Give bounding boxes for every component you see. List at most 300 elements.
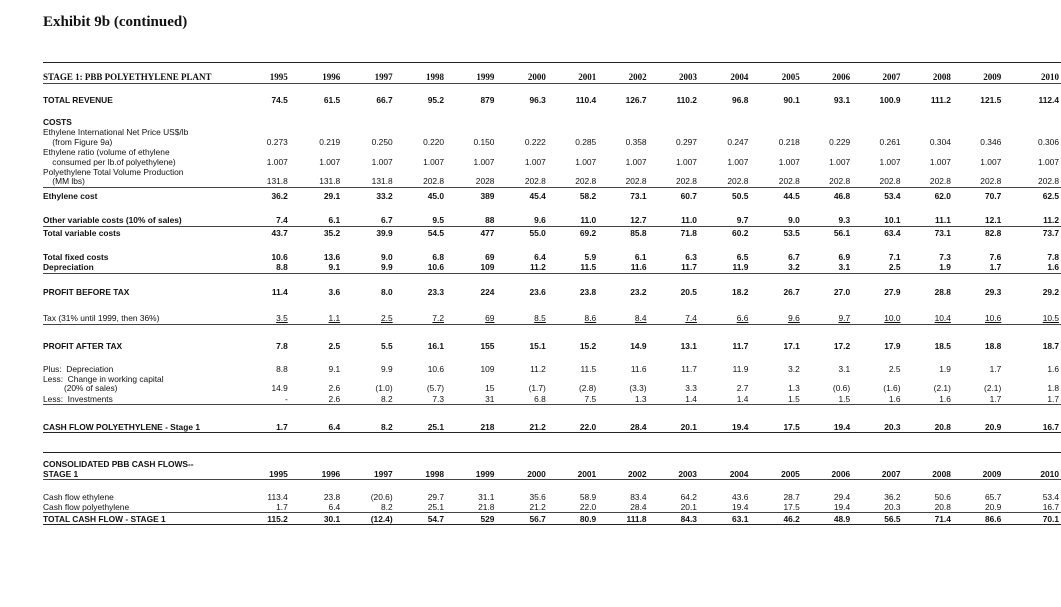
value-cell: [290, 63, 342, 84]
value-cell: [290, 106, 342, 128]
cell-value: 155: [480, 340, 495, 351]
cell-value: 202.8: [524, 176, 546, 187]
value-cell: [290, 128, 342, 148]
value-cell: [548, 325, 598, 352]
value-cell: [852, 148, 902, 168]
value-cell: [244, 84, 290, 106]
value-cell: [342, 405, 394, 433]
value-cell: [395, 63, 446, 84]
cell-value: 2008: [932, 468, 951, 479]
value-cell: [446, 84, 496, 106]
cell-value: 17.1: [783, 340, 800, 351]
cell-value: 11.9: [732, 262, 749, 273]
value-cell: [802, 298, 852, 325]
cell-value: 8.8: [276, 363, 288, 374]
cell-value: 11.6: [630, 363, 647, 374]
cell-value: 110.2: [676, 94, 697, 105]
cell-value: 2.7: [736, 383, 749, 394]
value-cell: [699, 298, 750, 325]
value-cell: [342, 274, 394, 298]
cell-value: 20.1: [680, 501, 697, 512]
value-cell: [903, 325, 953, 352]
value-cell: [446, 433, 496, 453]
cell-value: (12.4): [370, 513, 393, 524]
cell-value: 14.9: [271, 383, 288, 394]
value-cell: [290, 202, 342, 227]
cell-value: 1.007: [980, 156, 1002, 167]
cell-value: 126.7: [625, 94, 647, 105]
value-cell: [342, 227, 394, 239]
value-cell: [446, 325, 496, 352]
value-cell: [750, 106, 801, 128]
cell-value: 1.007: [1038, 156, 1059, 167]
value-cell: [699, 239, 750, 263]
value-cell: [953, 84, 1003, 106]
value-cell: [548, 453, 598, 480]
value-cell: [290, 298, 342, 325]
value-cell: [496, 394, 547, 405]
cell-value: 1.7: [276, 421, 288, 432]
value-cell: [496, 168, 547, 188]
cell-value: 60.2: [732, 227, 749, 238]
value-cell: [852, 227, 902, 239]
value-cell: [649, 188, 699, 202]
cell-value: 23.6: [529, 286, 546, 297]
value-cell: [290, 168, 342, 188]
value-cell: [342, 202, 394, 227]
value-cell: [852, 503, 902, 513]
value-cell: [852, 84, 902, 106]
cell-value: 17.5: [783, 501, 800, 512]
cell-value: 1999: [475, 468, 495, 479]
row-eth-price: [43, 128, 1061, 148]
value-cell: [1003, 128, 1061, 148]
cell-value: 8.2: [380, 501, 393, 512]
value-cell: [342, 239, 394, 263]
value-cell: [598, 188, 648, 202]
cell-value: (1.0): [375, 383, 393, 394]
cell-value: 0.247: [727, 136, 749, 147]
value-cell: [446, 202, 496, 227]
cell-value: 8.4: [634, 313, 647, 324]
value-cell: [699, 168, 750, 188]
cell-value: 477: [480, 227, 495, 238]
cell-value: (2.1): [933, 383, 951, 394]
value-cell: [290, 188, 342, 202]
cell-value: 25.1: [427, 421, 445, 432]
cell-value: 96.3: [529, 94, 546, 105]
row-label-text: Depreciation: [43, 262, 94, 273]
value-cell: [342, 480, 394, 503]
cell-value: 73.1: [630, 190, 647, 201]
row-label: [43, 453, 244, 480]
value-cell: [953, 513, 1003, 525]
value-cell: [802, 168, 852, 188]
cell-value: 10.0: [884, 313, 901, 324]
value-cell: [699, 84, 750, 106]
value-cell: [244, 168, 290, 188]
cell-value: 22.0: [579, 421, 597, 432]
cell-value: 1.007: [879, 156, 901, 167]
cell-value: 71.4: [934, 513, 951, 524]
value-cell: [852, 263, 902, 274]
value-cell: [750, 84, 801, 106]
value-cell: [342, 84, 394, 106]
value-cell: [903, 227, 953, 239]
financial-table: [43, 62, 1061, 525]
cell-value: 19.4: [732, 501, 749, 512]
cell-value: 85.8: [630, 227, 647, 238]
value-cell: [548, 168, 598, 188]
cell-value: 2.6: [328, 393, 341, 404]
value-cell: [1003, 325, 1061, 352]
value-cell: [244, 405, 290, 433]
cell-value: 111.2: [930, 94, 951, 105]
value-cell: [953, 239, 1003, 263]
row-label-text: Less: Investments: [43, 393, 113, 404]
row-label: [43, 513, 244, 525]
value-cell: [953, 503, 1003, 513]
cell-value: 11.2: [1043, 215, 1059, 226]
cell-value: 46.2: [783, 513, 800, 524]
value-cell: [953, 128, 1003, 148]
value-cell: [290, 352, 342, 375]
cell-value: 1.6: [1047, 262, 1059, 273]
value-cell: [903, 433, 953, 453]
cell-value: 6.7: [788, 251, 800, 262]
value-cell: [953, 394, 1003, 405]
cell-value: 83.4: [630, 492, 647, 503]
cell-value: 109: [480, 262, 495, 273]
cell-value: 0.222: [524, 136, 546, 147]
cell-value: 131.8: [371, 176, 393, 187]
exhibit-title: Exhibit 9b (continued): [43, 14, 188, 30]
value-cell: [750, 394, 801, 405]
cell-value: (2.8): [578, 383, 597, 394]
cell-value: (5.7): [426, 383, 445, 394]
value-cell: [903, 375, 953, 394]
cell-value: 10.6: [427, 262, 445, 273]
value-cell: [395, 375, 446, 394]
cell-value: 54.5: [427, 227, 445, 238]
value-cell: [395, 453, 446, 480]
value-cell: [496, 513, 547, 525]
cell-value: 1.3: [634, 393, 647, 404]
cell-value: 16.7: [1042, 501, 1059, 512]
row-eth-ratio: [43, 148, 1061, 168]
cell-value: 7.3: [939, 251, 951, 262]
cell-value: 1.7: [989, 363, 1002, 374]
value-cell: [290, 263, 342, 274]
row-label-text: Other variable costs (10% of sales): [43, 215, 182, 226]
cell-value: 202.8: [778, 176, 800, 187]
cell-value: 2.5: [888, 262, 901, 273]
cell-value: 27.0: [833, 286, 851, 297]
value-cell: [395, 227, 446, 239]
cell-value: 9.7: [838, 313, 851, 324]
cell-value: 9.1: [328, 363, 341, 374]
cell-value: 1998: [425, 468, 445, 479]
cell-value: 0.219: [319, 136, 341, 147]
value-cell: [699, 63, 750, 84]
value-cell: [699, 480, 750, 503]
value-cell: [852, 453, 902, 480]
cell-value: 82.8: [984, 227, 1002, 238]
value-cell: [953, 405, 1003, 433]
cell-value: 50.5: [732, 190, 749, 201]
value-cell: [446, 298, 496, 325]
cell-value: 1.6: [939, 393, 951, 404]
cell-value: 1.5: [838, 393, 851, 404]
row-label-text: Cash flow ethylene: [43, 492, 114, 503]
value-cell: [852, 239, 902, 263]
value-cell: [1003, 188, 1061, 202]
value-cell: [750, 202, 801, 227]
value-cell: [953, 63, 1003, 84]
value-cell: [1003, 202, 1061, 227]
value-cell: [852, 513, 902, 525]
value-cell: [1003, 274, 1061, 298]
cell-value: 3.2: [788, 363, 800, 374]
value-cell: [852, 375, 902, 394]
value-cell: [496, 352, 547, 375]
cell-value: 20.8: [934, 421, 951, 432]
cell-value: 1995: [269, 468, 288, 479]
cell-value: 3.2: [788, 262, 800, 273]
value-cell: [699, 148, 750, 168]
cell-value: 131.8: [319, 176, 341, 187]
value-cell: [802, 84, 852, 106]
value-cell: [1003, 84, 1061, 106]
cell-value: 202.8: [575, 176, 597, 187]
row-label-text: TOTAL CASH FLOW - STAGE 1: [43, 513, 166, 524]
cell-value: 0.304: [929, 136, 951, 147]
row-label-text: STAGE 1: PBB POLYETHYLENE PLANT: [43, 72, 212, 83]
value-cell: [342, 375, 394, 394]
value-cell: [649, 106, 699, 128]
value-cell: [802, 325, 852, 352]
value-cell: [244, 503, 290, 513]
cell-value: 70.7: [984, 190, 1002, 201]
value-cell: [1003, 298, 1061, 325]
value-cell: [342, 128, 394, 148]
value-cell: [903, 202, 953, 227]
value-cell: [598, 480, 648, 503]
value-cell: [852, 202, 902, 227]
value-cell: [395, 405, 446, 433]
cell-value: 19.4: [833, 421, 851, 432]
value-cell: [1003, 405, 1061, 433]
row-label-line: STAGE 1: [43, 468, 79, 479]
row-label-line: (from Figure 9a): [43, 136, 113, 147]
cell-value: 70.1: [1042, 513, 1059, 524]
value-cell: [548, 503, 598, 513]
cell-value: 0.297: [675, 136, 697, 147]
value-cell: [395, 433, 446, 453]
value-cell: [395, 84, 446, 106]
value-cell: [852, 168, 902, 188]
row-plus-depr: [43, 352, 1061, 375]
value-cell: [1003, 263, 1061, 274]
value-cell: [903, 503, 953, 513]
cell-value: 1.007: [423, 156, 445, 167]
value-cell: [750, 453, 801, 480]
cell-value: 13.6: [323, 251, 341, 262]
value-cell: [244, 202, 290, 227]
cell-value: 29.7: [427, 492, 445, 503]
cell-value: 21.2: [529, 501, 546, 512]
cell-value: 74.5: [271, 94, 288, 105]
value-cell: [1003, 503, 1061, 513]
cell-value: 39.9: [376, 227, 393, 238]
value-cell: [395, 325, 446, 352]
value-cell: [446, 394, 496, 405]
value-cell: [548, 227, 598, 239]
value-cell: [548, 106, 598, 128]
cell-value: 16.1: [427, 340, 445, 351]
cell-value: 62.0: [934, 190, 951, 201]
value-cell: [903, 148, 953, 168]
cell-value: 21.2: [529, 421, 546, 432]
value-cell: [903, 453, 953, 480]
value-cell: [290, 433, 342, 453]
row-pat: [43, 325, 1061, 352]
cell-value: 1.7: [989, 393, 1002, 404]
cell-value: 1999: [476, 72, 495, 83]
value-cell: [649, 433, 699, 453]
cell-value: (2.1): [984, 383, 1002, 394]
cell-value: 2010: [1040, 468, 1059, 479]
cell-value: 19.4: [732, 421, 749, 432]
value-cell: [903, 84, 953, 106]
cell-value: 90.1: [783, 94, 800, 105]
cell-value: 1.7: [989, 262, 1002, 273]
cell-value: 7.3: [432, 393, 445, 404]
value-cell: [750, 325, 801, 352]
row-label-line: consumed per lb.of polyethylene): [43, 156, 176, 167]
value-cell: [1003, 168, 1061, 188]
value-cell: [598, 352, 648, 375]
cell-value: 1.5: [788, 393, 800, 404]
value-cell: [699, 433, 750, 453]
value-cell: [699, 513, 750, 525]
value-cell: [395, 503, 446, 513]
cell-value: 529: [480, 513, 495, 524]
cell-value: 11.1: [935, 215, 951, 226]
value-cell: [699, 453, 750, 480]
row-cf-poly: [43, 405, 1061, 433]
cell-value: 879: [480, 94, 495, 105]
value-cell: [903, 239, 953, 263]
value-cell: [446, 227, 496, 239]
value-cell: [649, 298, 699, 325]
value-cell: [598, 84, 648, 106]
value-cell: [750, 513, 801, 525]
value-cell: [496, 188, 547, 202]
cell-value: 6.4: [328, 421, 341, 432]
row-label: [43, 480, 244, 503]
cell-value: 10.5: [1042, 313, 1059, 324]
value-cell: [802, 453, 852, 480]
value-cell: [244, 263, 290, 274]
value-cell: [244, 239, 290, 263]
value-cell: [852, 106, 902, 128]
cell-value: 11.2: [529, 262, 546, 273]
value-cell: [548, 239, 598, 263]
cell-value: 2003: [678, 72, 697, 83]
cell-value: 2009: [982, 468, 1002, 479]
cell-value: 9.0: [380, 251, 393, 262]
cell-value: 9.0: [788, 215, 800, 226]
value-cell: [598, 405, 648, 433]
cell-value: 17.9: [884, 340, 901, 351]
value-cell: [852, 405, 902, 433]
value-cell: [244, 106, 290, 128]
value-cell: [649, 503, 699, 513]
cell-value: 2001: [578, 72, 597, 83]
cell-value: 0.306: [1038, 136, 1059, 147]
cell-value: 0.285: [575, 136, 597, 147]
cell-value: 54.7: [427, 513, 445, 524]
value-cell: [446, 63, 496, 84]
value-cell: [852, 433, 902, 453]
cell-value: 80.9: [579, 513, 597, 524]
row-label-line: CONSOLIDATED PBB CASH FLOWS--: [43, 459, 194, 469]
value-cell: [699, 352, 750, 375]
cell-value: (1.6): [883, 383, 901, 394]
cell-value: 7.1: [888, 251, 901, 262]
cell-value: 1.007: [575, 156, 597, 167]
value-cell: [802, 433, 852, 453]
row-label: [43, 325, 244, 352]
value-cell: [244, 188, 290, 202]
value-cell: [649, 352, 699, 375]
cell-value: 202.8: [625, 176, 647, 187]
value-cell: [903, 128, 953, 148]
value-cell: [446, 263, 496, 274]
cell-value: 6.6: [736, 313, 749, 324]
value-cell: [649, 480, 699, 503]
cell-value: 11.7: [681, 262, 697, 273]
cell-value: 0.218: [778, 136, 800, 147]
cell-value: 55.0: [529, 227, 546, 238]
value-cell: [244, 453, 290, 480]
value-cell: [548, 63, 598, 84]
cell-value: 1.9: [939, 262, 951, 273]
cell-value: 1.6: [1047, 363, 1059, 374]
value-cell: [903, 480, 953, 503]
cell-value: 0.346: [980, 136, 1002, 147]
cell-value: 202.8: [1038, 176, 1059, 187]
cell-value: 63.1: [732, 513, 749, 524]
value-cell: [699, 263, 750, 274]
cell-value: 1995: [269, 72, 288, 83]
value-cell: [598, 263, 648, 274]
value-cell: [290, 405, 342, 433]
cell-value: 1998: [426, 72, 445, 83]
value-cell: [598, 503, 648, 513]
cell-value: 2008: [932, 72, 951, 83]
cell-value: 36.2: [271, 190, 288, 201]
value-cell: [342, 168, 394, 188]
value-cell: [496, 453, 547, 480]
value-cell: [395, 168, 446, 188]
cell-value: 11.6: [630, 262, 647, 273]
value-cell: [496, 106, 547, 128]
value-cell: [496, 128, 547, 148]
cell-value: 58.9: [579, 492, 597, 503]
value-cell: [342, 263, 394, 274]
